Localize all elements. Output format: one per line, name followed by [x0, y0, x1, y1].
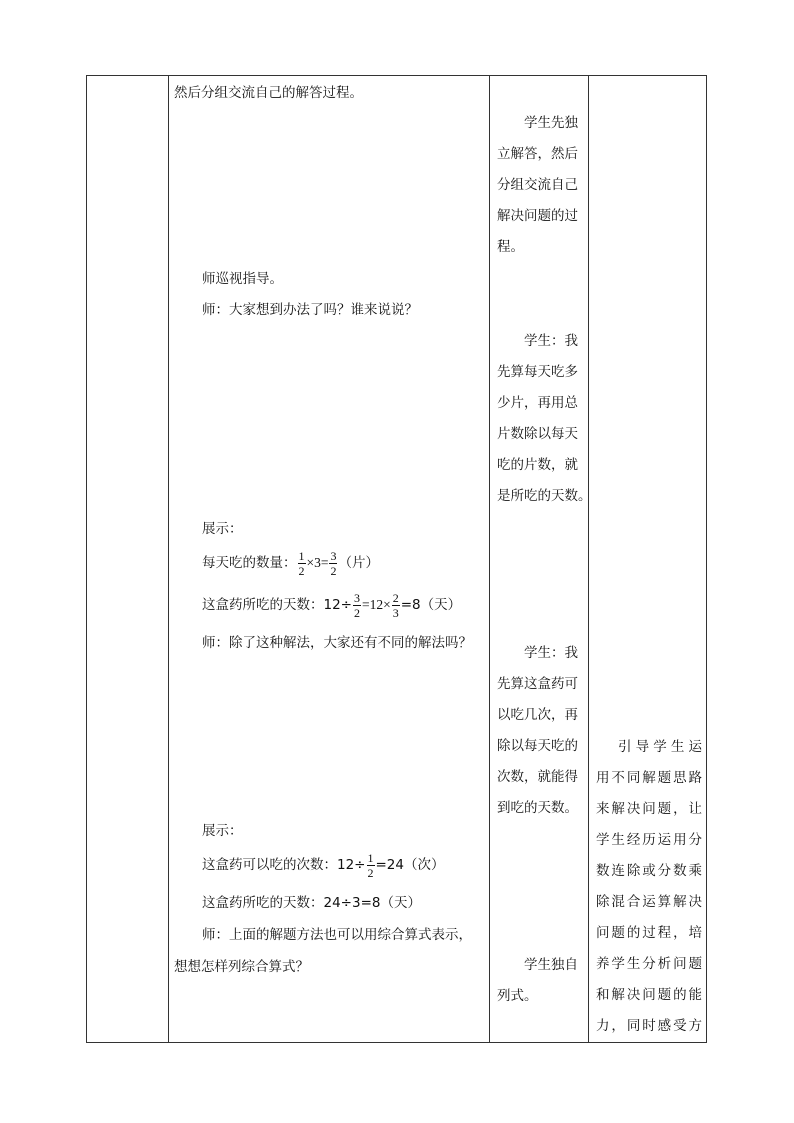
denominator: 2	[298, 563, 305, 578]
text-line: 展示：	[202, 521, 243, 537]
equation-times	[202, 847, 445, 883]
equation-text: =12×	[362, 597, 391, 612]
student-line: 程。	[497, 239, 524, 255]
fraction	[367, 851, 375, 880]
student-block-4	[497, 950, 587, 1012]
student-line: 学生：我	[524, 333, 578, 349]
fraction	[392, 591, 400, 620]
text-line: 展示：	[202, 823, 243, 839]
text-line: 想想怎样列综合算式？	[174, 959, 309, 975]
equation-text: =24（次）	[375, 857, 445, 873]
numerator: 2	[392, 590, 399, 605]
intent-line: 力，同时感受方	[596, 1018, 702, 1034]
student-line: 是所吃的天数。	[497, 488, 592, 504]
text-line: 师：大家想到办法了吗？谁来说说？	[202, 302, 418, 318]
equation-text: =8（天）	[400, 597, 462, 613]
student-line: 片数除以每天	[497, 426, 578, 442]
column-divider	[168, 75, 169, 1043]
intent-line: 来解决问题，让	[596, 801, 702, 817]
text-line: 师：上面的解题方法也可以用综合算式表示，	[202, 927, 472, 943]
denominator: 2	[330, 563, 337, 578]
denominator: 2	[367, 865, 374, 880]
intent-line: 用不同解题思路	[596, 770, 702, 786]
fraction	[353, 591, 361, 620]
student-line: 先算每天吃多	[497, 364, 578, 380]
student-line: 学生：我	[524, 645, 578, 661]
fraction	[298, 549, 306, 578]
intent-line: 除混合运算解决	[596, 894, 702, 910]
equation-days-2: 这盒药所吃的天数：24÷3=8（天）	[202, 895, 421, 911]
numerator: 3	[330, 548, 337, 563]
numerator: 1	[298, 548, 305, 563]
student-line: 次数，就能得	[497, 769, 578, 785]
column-divider	[489, 75, 490, 1043]
intent-line: 和解决问题的能	[596, 987, 702, 1003]
student-block-1	[497, 108, 587, 263]
design-intent-block	[596, 732, 702, 1042]
student-line: 以吃几次，再	[497, 707, 578, 723]
student-line: 分组交流自己	[497, 177, 578, 193]
text-line: 师：除了这种解法，大家还有不同的解法吗？	[202, 635, 472, 651]
intent-line: 问题的过程，培	[596, 925, 702, 941]
student-block-2	[497, 326, 592, 512]
student-line: 除以每天吃的	[497, 738, 578, 754]
student-line: 解决问题的过	[497, 208, 578, 224]
student-line: 学生独自	[524, 957, 578, 973]
denominator: 2	[354, 605, 360, 620]
student-line: 立解答，然后	[497, 146, 578, 162]
numerator: 1	[367, 850, 374, 865]
text-line: 然后分组交流自己的解答过程。	[174, 85, 363, 101]
column-divider	[588, 75, 589, 1043]
student-line: 列式。	[497, 988, 538, 1004]
equation-text: （片）	[338, 555, 379, 571]
fraction	[329, 549, 337, 578]
intent-line: 引导学生运	[618, 739, 702, 755]
equation-daily-amount	[202, 545, 379, 581]
equation-text: 这盒药所吃的天数：12÷	[202, 597, 352, 613]
student-line: 到吃的天数。	[497, 800, 578, 816]
equation-days	[202, 587, 461, 623]
equation-text: 这盒药可以吃的次数：12÷	[202, 857, 366, 873]
student-line: 先算这盒药可	[497, 676, 578, 692]
student-line: 学生先独	[524, 115, 578, 131]
denominator: 3	[392, 605, 399, 620]
intent-line: 养学生分析问题	[596, 956, 702, 972]
intent-line: 学生经历运用分	[596, 832, 702, 848]
equation-text: 每天吃的数量：	[202, 555, 297, 571]
student-line: 少片，再用总	[497, 395, 578, 411]
student-block-3	[497, 638, 587, 824]
numerator: 3	[354, 590, 360, 605]
intent-line: 数连除或分数乘	[596, 863, 702, 879]
text-line: 师巡视指导。	[202, 271, 283, 287]
equation-text: ×3=	[306, 555, 329, 570]
student-line: 吃的片数，就	[497, 457, 578, 473]
